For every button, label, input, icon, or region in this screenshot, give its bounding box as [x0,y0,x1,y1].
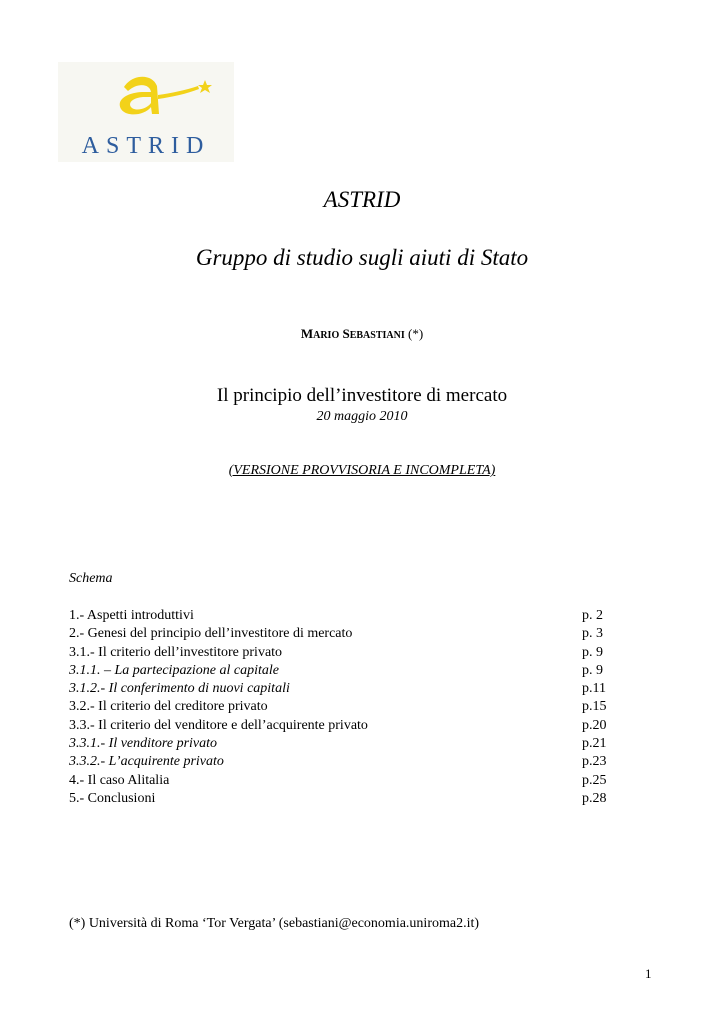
toc-entry-title: 1.- Aspetti introduttivi [69,608,194,623]
toc-entry-title: 5.- Conclusioni [69,790,156,806]
toc-entry [69,717,614,735]
version-note: (VERSIONE PROVVISORIA E INCOMPLETA) [228,463,496,478]
toc-entry [69,735,614,753]
toc-entry-page: p.11 [582,681,606,697]
toc-entry-title: 3.3.- Il criterio del venditore e dell’acquirente privato [69,717,368,733]
author-first-rest: ARIO [313,330,340,341]
author-first-initial: M [300,326,314,341]
table-of-contents [69,607,614,808]
toc-entry-page: p.23 [582,754,607,770]
toc-entry-title: 3.1.2.- Il conferimento di nuovi capitali [69,681,290,697]
toc-entry [69,698,614,716]
toc-entry-title: 3.1.1. – La partecipazione al capitale [69,662,279,678]
toc-entry-page: p.25 [582,772,607,788]
toc-entry-page: p. 9 [582,662,603,678]
author-footnote-mark: (*) [408,326,424,341]
document-subtitle: Gruppo di studio sugli aiuti di Stato [195,245,529,270]
logo-wordmark: ASTRID [81,133,211,159]
toc-entry-page: p. 9 [582,644,603,660]
toc-entry-page: p.15 [582,699,607,715]
toc-entry [69,644,614,662]
toc-entry-title: 3.3.1.- Il venditore privato [69,736,218,752]
toc-entry [69,790,614,808]
toc-entry-title: 2.- Genesi del principio dell’investitore di mercato [69,626,353,642]
toc-entry [69,680,614,698]
author-name [0,326,724,342]
document-title: ASTRID [323,187,401,212]
toc-entry-title: 3.2.- Il criterio del creditore privato [69,699,268,715]
toc-entry [69,753,614,771]
toc-entry-page: p.21 [582,736,607,752]
toc-entry-title: 3.3.2.- L’acquirente privato [69,754,224,770]
author-last-rest: EBASTIANI [349,330,405,341]
astrid-logo-graphic [58,62,234,162]
toc-entry-page: p.28 [582,790,607,806]
toc-entry-title: 3.1.- Il criterio dell’investitore privato [69,644,283,660]
schema-heading: Schema [69,571,113,586]
toc-entry [69,625,614,643]
page-number: 1 [645,966,652,981]
paper-date: 20 maggio 2010 [316,409,408,424]
footnote: (*) Università di Roma ‘Tor Vergata’ (sebastiani@economia.uniroma2.it) [69,916,480,931]
toc-entry [69,662,614,680]
toc-entry-page: p.20 [582,717,607,733]
toc-entry-title: 4.- Il caso Alitalia [69,772,170,788]
author-last-initial: S [342,326,350,341]
astrid-logo [58,62,234,162]
toc-entry [69,772,614,790]
toc-entry [69,607,614,625]
paper-title: Il principio dell’investitore di mercato [216,385,508,406]
toc-entry-page: p. 3 [582,626,603,642]
toc-entry-page: p. 2 [582,608,603,623]
